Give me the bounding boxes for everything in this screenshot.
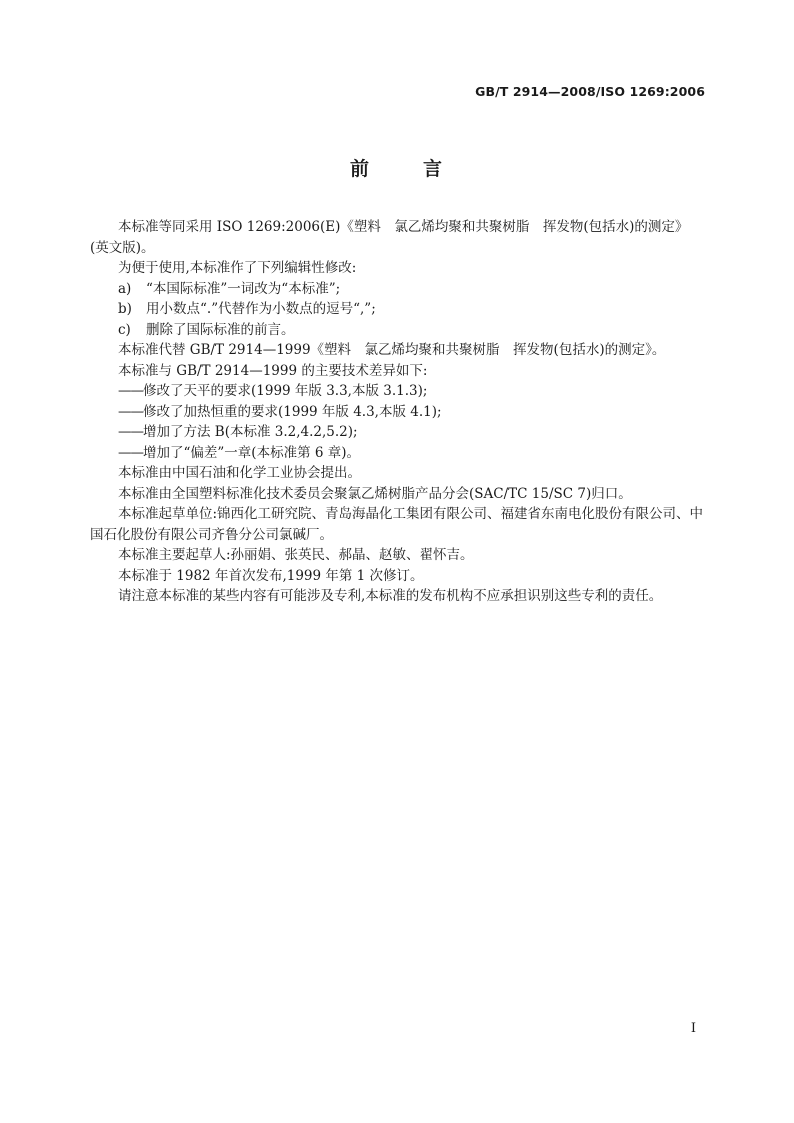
dash-item xyxy=(90,443,706,464)
dash-marker: —— xyxy=(118,424,143,440)
title-char-2: 言 xyxy=(423,158,445,180)
dash-marker: —— xyxy=(118,383,143,399)
title-char-1: 前 xyxy=(349,158,371,180)
dash-marker: —— xyxy=(118,403,143,420)
dash-item xyxy=(90,402,706,423)
list-item xyxy=(90,320,706,341)
dash-marker: —— xyxy=(118,444,143,461)
paragraph-history: 本标准于 1982 年首次发布,1999 年第 1 次修订。 xyxy=(118,567,424,584)
paragraph-differences-intro: 本标准与 GB/T 2914—1999 的主要技术差异如下: xyxy=(118,362,428,379)
standard-code-header: GB/T 2914—2008/ISO 1269:2006 xyxy=(475,84,705,99)
dash-item-text: 修改了天平的要求(1999 年版 3.3,本版 3.1.3); xyxy=(143,383,428,399)
paragraph-drafters: 本标准主要起草人:孙丽娟、张英民、郝晶、赵敏、翟怀吉。 xyxy=(118,547,474,563)
dash-item-text: 增加了“偏差”一章(本标准第 6 章)。 xyxy=(143,444,361,461)
list-item-label: a) xyxy=(118,280,132,297)
dash-item-text: 增加了方法 B(本标准 3.2,4.2,5.2); xyxy=(143,424,358,440)
dash-item-text: 修改了加热恒重的要求(1999 年版 4.3,本版 4.1); xyxy=(143,403,442,420)
paragraph-proposed-by: 本标准由中国石油和化学工业协会提出。 xyxy=(118,465,361,481)
list-item xyxy=(90,279,706,300)
list-item-label: c) xyxy=(118,321,131,338)
paragraph-adoption: 本标准等同采用 ISO 1269:2006(E)《塑料 氯乙烯均聚和共聚树脂 挥发物(包括水)的测定》(英文版)。 xyxy=(90,219,689,256)
foreword-body xyxy=(90,217,706,607)
list-item-label: b) xyxy=(118,301,132,317)
page-number: I xyxy=(690,1021,696,1036)
paragraph-replaces: 本标准代替 GB/T 2914—1999《塑料 氯乙烯均聚和共聚树脂 挥发物(包括水)的测定》。 xyxy=(118,342,666,358)
list-item-text: 删除了国际标准的前言。 xyxy=(146,321,295,338)
page-title xyxy=(0,154,794,181)
list-item-text: “本国际标准”一词改为“本标准”; xyxy=(146,280,341,297)
paragraph-drafting-units: 本标准起草单位:锦西化工研究院、青岛海晶化工集团有限公司、福建省东南电化股份有限公司、中国石化股份有限公司齐鲁分公司氯碱厂。 xyxy=(90,506,704,543)
list-item-text: 用小数点“.”代替作为小数点的逗号“,”; xyxy=(146,301,376,317)
list-item xyxy=(90,299,706,320)
dash-item xyxy=(90,422,706,443)
paragraph-editorial-intro: 为便于使用,本标准作了下列编辑性修改: xyxy=(118,260,357,276)
dash-item xyxy=(90,381,706,402)
paragraph-patent-notice: 请注意本标准的某些内容有可能涉及专利,本标准的发布机构不应承担识别这些专利的责任。 xyxy=(118,588,663,604)
paragraph-centralized-by: 本标准由全国塑料标准化技术委员会聚氯乙烯树脂产品分会(SAC/TC 15/SC 7)归口。 xyxy=(118,485,632,502)
